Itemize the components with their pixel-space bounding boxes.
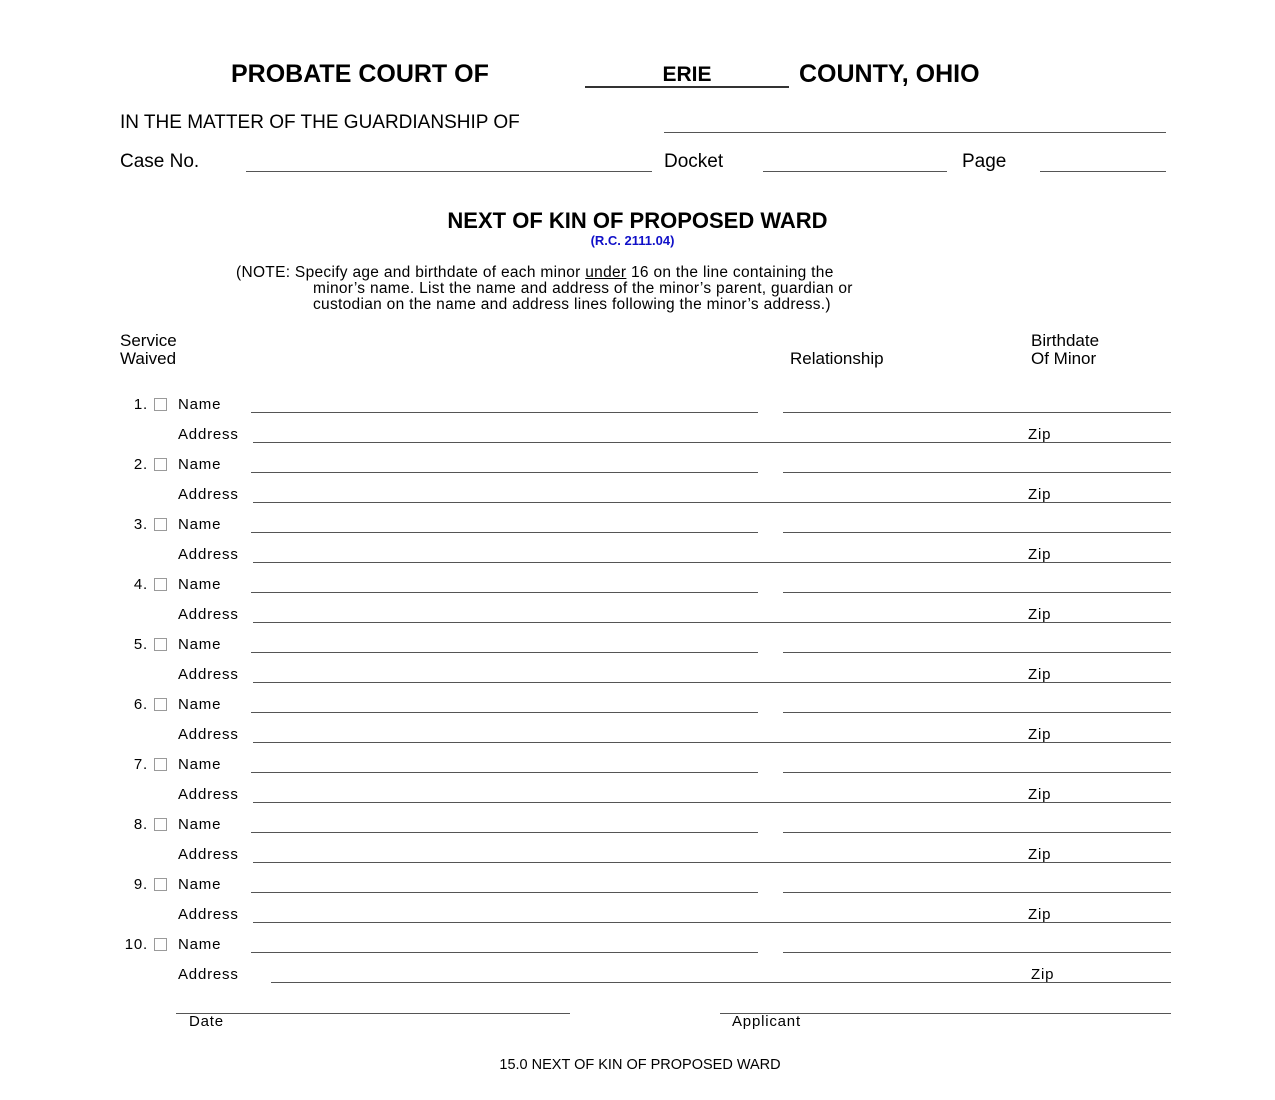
name-line bbox=[251, 532, 758, 533]
matter-line bbox=[664, 132, 1166, 133]
relationship-field[interactable] bbox=[783, 574, 1171, 592]
name-line bbox=[251, 652, 758, 653]
relationship-line bbox=[783, 772, 1171, 773]
address-field[interactable] bbox=[253, 784, 1021, 802]
header-text: Waived bbox=[120, 349, 177, 368]
service-waived-checkbox[interactable] bbox=[154, 938, 167, 951]
name-line bbox=[251, 952, 758, 953]
service-waived-checkbox[interactable] bbox=[154, 458, 167, 471]
name-field[interactable] bbox=[251, 634, 758, 652]
note-text: 16 on the line containing the bbox=[626, 264, 834, 281]
page-line bbox=[1040, 171, 1166, 172]
address-label: Address bbox=[178, 966, 239, 983]
docket-line bbox=[763, 171, 947, 172]
name-field[interactable] bbox=[251, 454, 758, 472]
zip-field[interactable] bbox=[1062, 664, 1170, 682]
entry-number: 10. bbox=[124, 936, 148, 953]
header-text: Service bbox=[120, 331, 177, 350]
relationship-field[interactable] bbox=[783, 394, 1171, 412]
name-label: Name bbox=[178, 516, 222, 533]
zip-field[interactable] bbox=[1062, 904, 1170, 922]
note-line-3: custodian on the name and address lines following the minor’s address.) bbox=[313, 296, 831, 313]
name-field[interactable] bbox=[251, 874, 758, 892]
matter-field[interactable] bbox=[664, 112, 1166, 130]
date-line bbox=[176, 1013, 570, 1014]
name-label: Name bbox=[178, 936, 222, 953]
entry-number: 2. bbox=[133, 456, 148, 473]
zip-label: Zip bbox=[1031, 966, 1055, 983]
relationship-field[interactable] bbox=[783, 634, 1171, 652]
name-label: Name bbox=[178, 576, 222, 593]
zip-field[interactable] bbox=[1062, 844, 1170, 862]
case-no-label: Case No. bbox=[120, 151, 200, 172]
zip-label: Zip bbox=[1028, 666, 1052, 683]
address-field[interactable] bbox=[253, 604, 1021, 622]
date-label: Date bbox=[189, 1013, 224, 1030]
applicant-label: Applicant bbox=[732, 1013, 801, 1030]
zip-field[interactable] bbox=[1062, 724, 1170, 742]
relationship-line bbox=[783, 892, 1171, 893]
name-line bbox=[251, 892, 758, 893]
service-waived-checkbox[interactable] bbox=[154, 638, 167, 651]
entry-number: 1. bbox=[133, 396, 148, 413]
statute-reference: (R.C. 2111.04) bbox=[590, 233, 675, 248]
zip-field[interactable] bbox=[1062, 964, 1170, 982]
zip-field[interactable] bbox=[1062, 544, 1170, 562]
relationship-line bbox=[783, 712, 1171, 713]
service-waived-checkbox[interactable] bbox=[154, 818, 167, 831]
service-waived-checkbox[interactable] bbox=[154, 398, 167, 411]
name-field[interactable] bbox=[251, 754, 758, 772]
relationship-line bbox=[783, 472, 1171, 473]
name-label: Name bbox=[178, 636, 222, 653]
header-text: Of Minor bbox=[1031, 349, 1097, 368]
zip-label: Zip bbox=[1028, 846, 1052, 863]
address-label: Address bbox=[178, 906, 239, 923]
address-field[interactable] bbox=[253, 484, 1021, 502]
page-field[interactable] bbox=[1040, 151, 1166, 169]
zip-label: Zip bbox=[1028, 786, 1052, 803]
name-field[interactable] bbox=[251, 934, 758, 952]
court-title bbox=[231, 60, 489, 89]
relationship-line bbox=[783, 592, 1171, 593]
relationship-field[interactable] bbox=[783, 874, 1171, 892]
service-waived-header bbox=[120, 332, 177, 368]
name-field[interactable] bbox=[251, 694, 758, 712]
relationship-field[interactable] bbox=[783, 514, 1171, 532]
entry-number: 5. bbox=[133, 636, 148, 653]
name-line bbox=[251, 712, 758, 713]
note-underlined: under bbox=[585, 264, 627, 281]
name-label: Name bbox=[178, 756, 222, 773]
zip-field[interactable] bbox=[1062, 484, 1170, 502]
court-title-suffix: COUNTY, OHIO bbox=[799, 60, 980, 88]
address-label: Address bbox=[178, 426, 239, 443]
zip-label: Zip bbox=[1028, 906, 1052, 923]
service-waived-checkbox[interactable] bbox=[154, 698, 167, 711]
entry-number: 9. bbox=[133, 876, 148, 893]
relationship-field[interactable] bbox=[783, 934, 1171, 952]
address-field[interactable] bbox=[253, 544, 1021, 562]
zip-field[interactable] bbox=[1062, 784, 1170, 802]
name-field[interactable] bbox=[251, 814, 758, 832]
entry-number: 3. bbox=[133, 516, 148, 533]
address-field[interactable] bbox=[253, 724, 1021, 742]
service-waived-checkbox[interactable] bbox=[154, 878, 167, 891]
relationship-header: Relationship bbox=[790, 349, 884, 368]
case-no-line bbox=[246, 171, 652, 172]
relationship-line bbox=[783, 832, 1171, 833]
court-title-prefix: PROBATE COURT OF bbox=[231, 60, 489, 88]
name-label: Name bbox=[178, 396, 222, 413]
zip-label: Zip bbox=[1028, 426, 1052, 443]
relationship-field[interactable] bbox=[783, 454, 1171, 472]
county-field[interactable] bbox=[585, 63, 789, 87]
address-label: Address bbox=[178, 486, 239, 503]
name-label: Name bbox=[178, 456, 222, 473]
name-line bbox=[251, 412, 758, 413]
relationship-line bbox=[783, 652, 1171, 653]
relationship-line bbox=[783, 532, 1171, 533]
address-label: Address bbox=[178, 726, 239, 743]
zip-label: Zip bbox=[1028, 486, 1052, 503]
relationship-field[interactable] bbox=[783, 754, 1171, 772]
address-label: Address bbox=[178, 786, 239, 803]
relationship-field[interactable] bbox=[783, 694, 1171, 712]
address-label: Address bbox=[178, 606, 239, 623]
name-label: Name bbox=[178, 696, 222, 713]
address-label: Address bbox=[178, 666, 239, 683]
relationship-field[interactable] bbox=[783, 814, 1171, 832]
address-field[interactable] bbox=[253, 424, 1021, 442]
docket-field[interactable] bbox=[763, 151, 947, 169]
zip-field[interactable] bbox=[1062, 604, 1170, 622]
matter-label: IN THE MATTER OF THE GUARDIANSHIP OF bbox=[120, 112, 520, 133]
address-label: Address bbox=[178, 546, 239, 563]
name-line bbox=[251, 832, 758, 833]
header-text: Birthdate bbox=[1031, 331, 1100, 350]
address-label: Address bbox=[178, 846, 239, 863]
form-footer-id: 15.0 NEXT OF KIN OF PROPOSED WARD bbox=[499, 1057, 781, 1073]
address-field[interactable] bbox=[271, 964, 1021, 982]
name-label: Name bbox=[178, 816, 222, 833]
page-label: Page bbox=[962, 151, 1007, 172]
relationship-line bbox=[783, 952, 1171, 953]
entry-number: 8. bbox=[133, 816, 148, 833]
entry-number: 6. bbox=[133, 696, 148, 713]
service-waived-checkbox[interactable] bbox=[154, 578, 167, 591]
entry-number: 4. bbox=[133, 576, 148, 593]
service-waived-checkbox[interactable] bbox=[154, 518, 167, 531]
birthdate-header bbox=[1031, 332, 1099, 368]
address-field[interactable] bbox=[253, 904, 1021, 922]
name-line bbox=[251, 772, 758, 773]
zip-field[interactable] bbox=[1062, 424, 1170, 442]
note-text: (NOTE: Specify age and birthdate of each minor bbox=[236, 264, 586, 281]
zip-label: Zip bbox=[1028, 546, 1052, 563]
note-line-2: minor’s name. List the name and address of the minor’s parent, guardian or bbox=[313, 280, 853, 297]
name-field[interactable] bbox=[251, 514, 758, 532]
zip-label: Zip bbox=[1028, 606, 1052, 623]
address-field[interactable] bbox=[253, 844, 1021, 862]
name-line bbox=[251, 592, 758, 593]
name-field[interactable] bbox=[251, 574, 758, 592]
zip-label: Zip bbox=[1028, 726, 1052, 743]
case-no-field[interactable] bbox=[246, 151, 652, 169]
address-field[interactable] bbox=[253, 664, 1021, 682]
entry-number: 7. bbox=[133, 756, 148, 773]
name-label: Name bbox=[178, 876, 222, 893]
service-waived-checkbox[interactable] bbox=[154, 758, 167, 771]
form-title: NEXT OF KIN OF PROPOSED WARD bbox=[447, 208, 828, 233]
docket-label: Docket bbox=[664, 151, 724, 172]
relationship-line bbox=[783, 412, 1171, 413]
name-line bbox=[251, 472, 758, 473]
name-field[interactable] bbox=[251, 394, 758, 412]
